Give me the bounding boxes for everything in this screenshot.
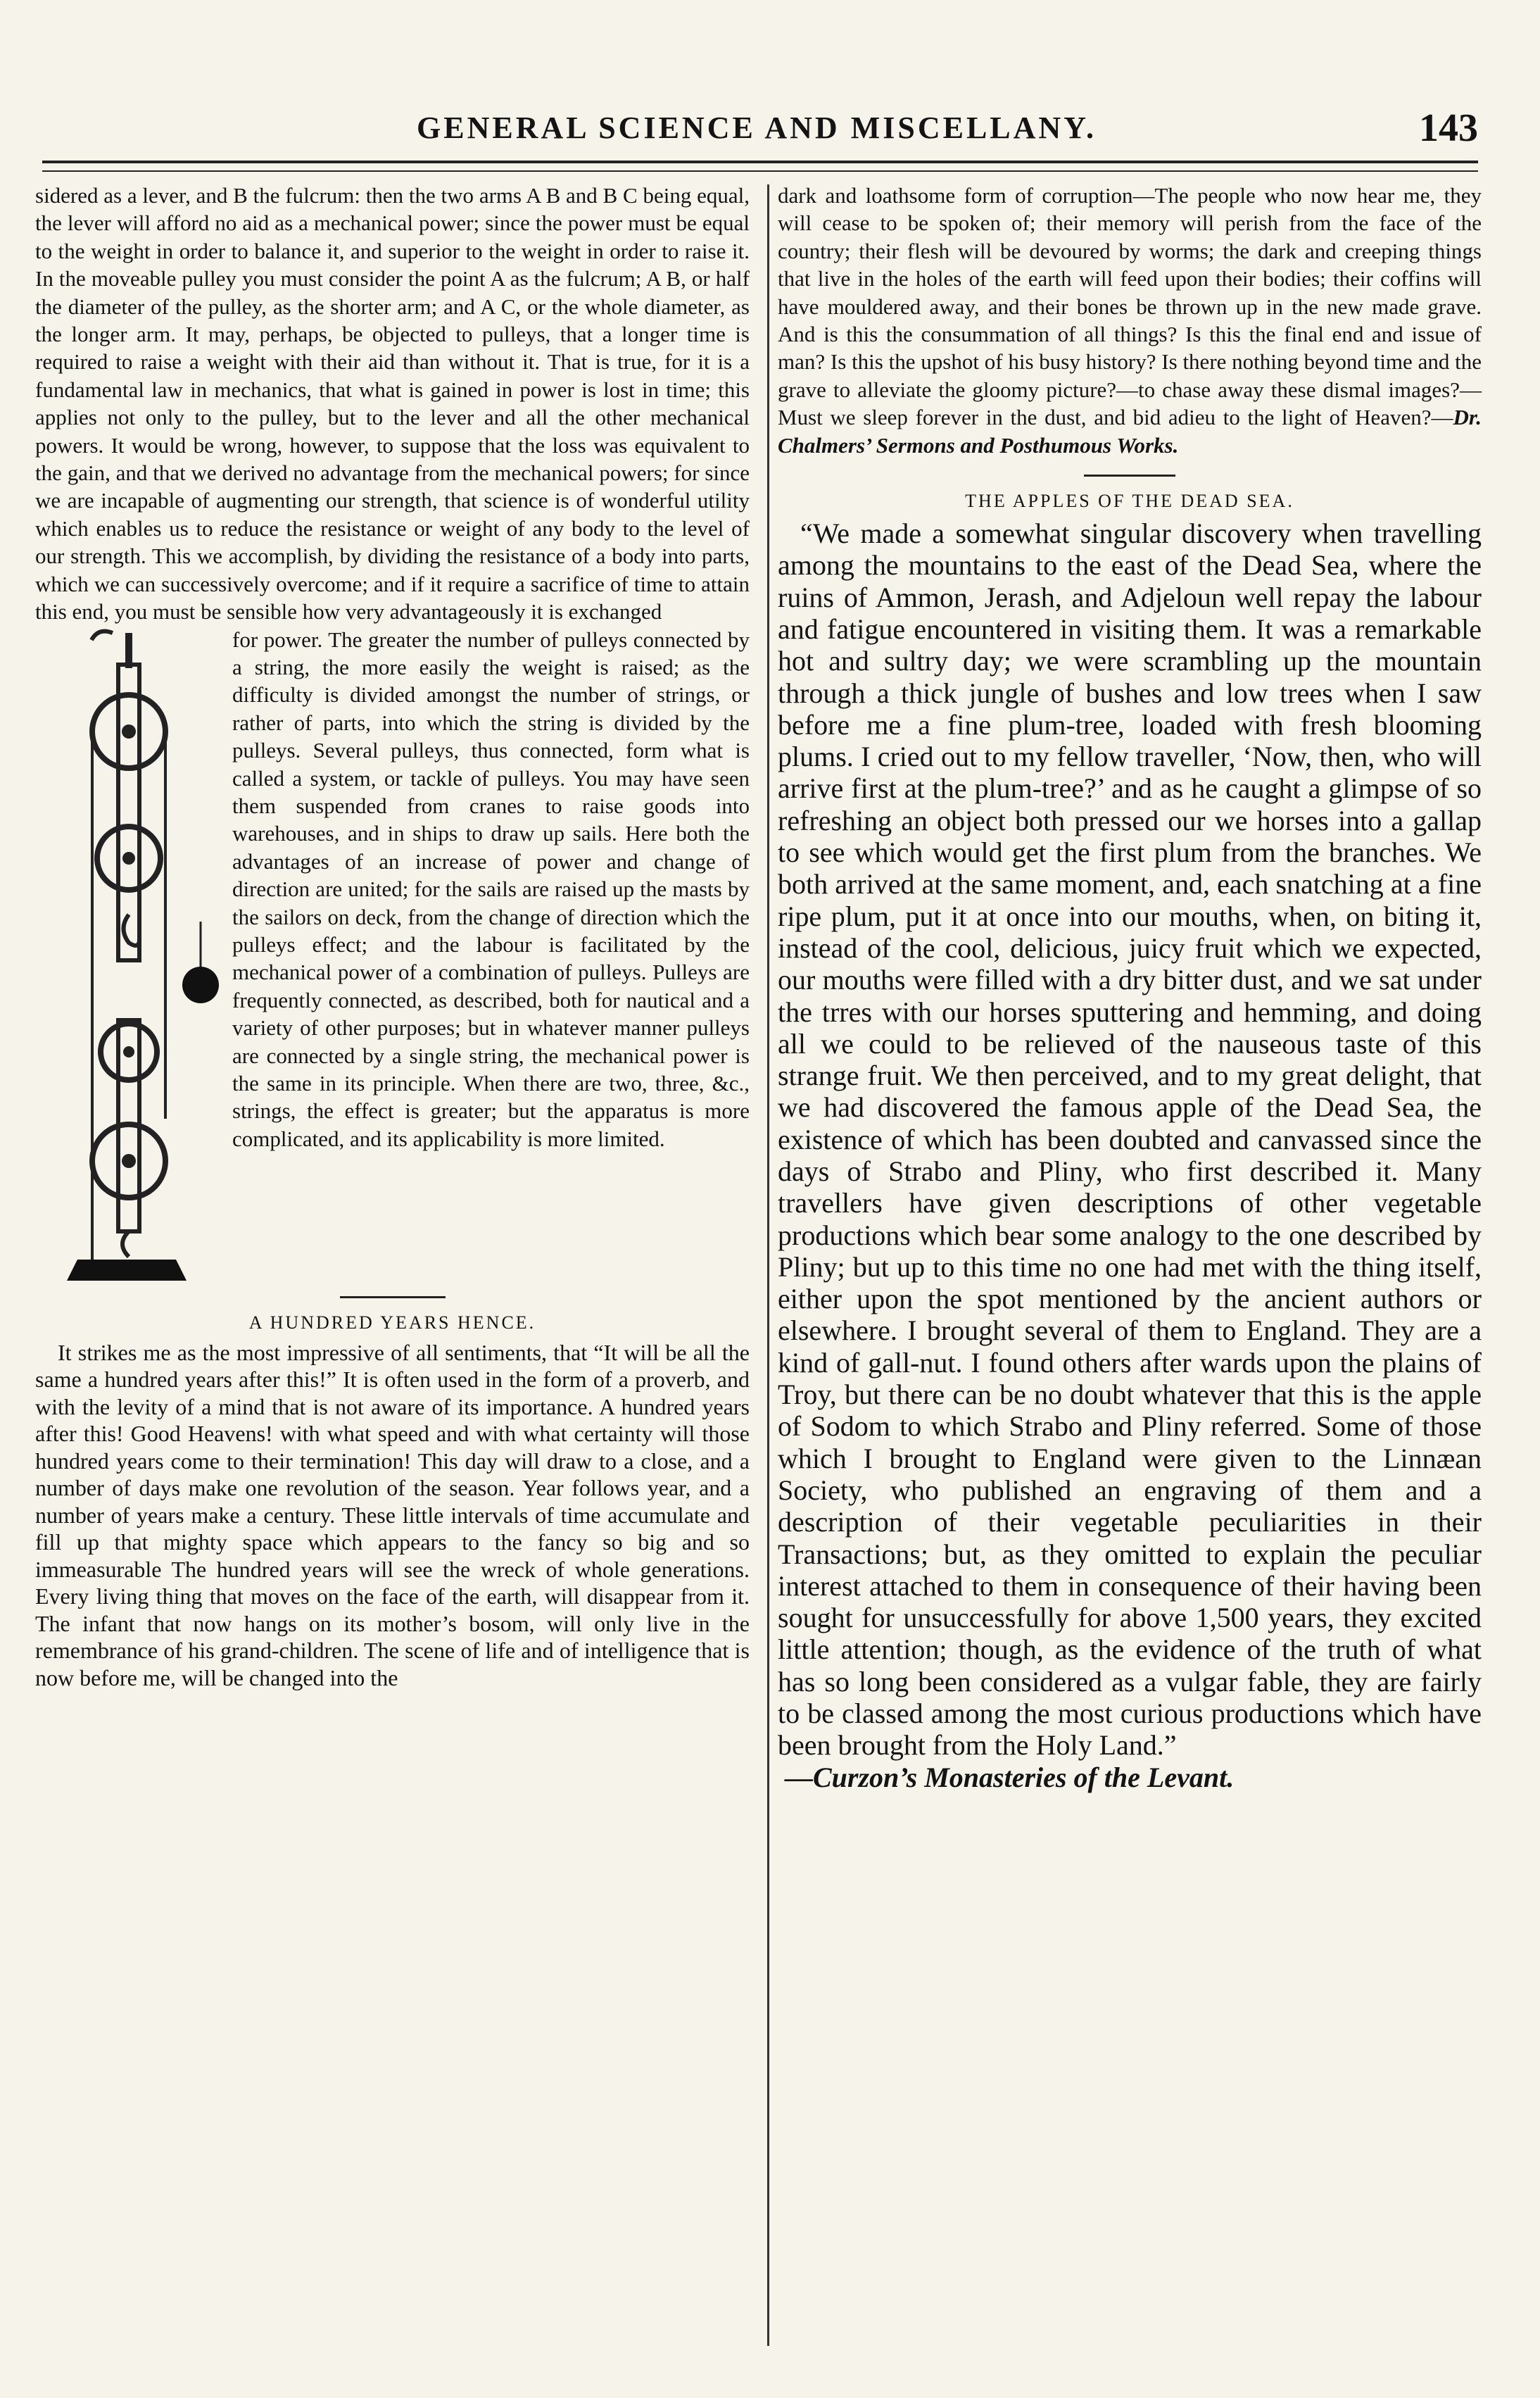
running-title: GENERAL SCIENCE AND MISCELLANY. [417,111,1097,145]
page-header [35,106,1478,155]
pulley-paragraph-beside-figure: for power. The greater the number of pulleys connected by a string, the more easily the weight is raised; as the difficulty is divided amongst the number of strings, or rather of parts, into which the string is divided by the pulleys. Several pulleys, thus connected, form what is called a system, or tackle of pulleys. You may have seen them suspended from cranes to raise goods into warehouses, and in ships to draw up sails. Here both the advantages of an increase of power and change of direction are united; for the sails are raised up the masts by the sailors on deck, from the change of direction which the pulleys effect; and the labour is facilitated by the mechanical power of a combination of pulleys. Pulleys are frequently connected, as described, both for nautical and a variety of other purposes; but in whatever manner pulleys are connected by a single string, the mechanical power is the same in its principle. When there are two, three, &c., strings, the effect is greater; but the apparatus is more complicated, and its applicability is more limited. [232,627,750,1151]
page-number: 143 [1419,106,1478,150]
hundred-years-paragraph: It strikes me as the most impressive of all sentiments, that “It will be all the same a hundred years after this!” It is often used in the form of a proverb, and with the levity of a mind that is not aware of its importance. A hundred years after this! Good Heavens! with what speed and with what certainty will those hundred years come to their termination! This day will draw to a close, and a number of days make one revolution of the season. Year follows year, and a number of years make a century. These little intervals of time accumulate and fill up that mighty space which appears to the fancy so big and so immeasurable The hundred years will see the wreck of whole generations. Every living thing that moves on the face of the earth, will disappear from it. The infant that now hangs on its mother’s bosom, will only live in the remembrance of his grand-children. The scene of life and of intelligence that is now before me, will be changed into the [35,1339,750,1690]
curzon-attribution-text: —Curzon’s Monasteries of the Levant. [785,1761,1235,1793]
column-divider [767,184,769,2346]
chalmers-paragraph [778,182,1482,459]
pulley-diagram [35,626,225,1281]
pulley-paragraph-top: sidered as a lever, and B the fulcrum: then the two arms A B and B C being equal, the lever will afford no aid as a mechanical power; since the power must be equal to the weight in order to balance it, and superior to the weight in order to raise it. In the moveable pulley you must consider the point A as the fulcrum; A B, or half the diameter of the pulley, as the shorter arm; and A C, or the whole diameter, as the longer arm. It may, perhaps, be objected to pulleys, that a longer time is required to raise a weight with their aid than without it. That is true, for it is a fundamental law in mechanics, that what is gained in power is lost in time; this applies not only to the pulley, but to the lever and all the other mechanical powers. It would be wrong, however, to suppose that the loss was equivalent to the gain, and that we derived no advantage from the mechanical powers; for since we are incapable of augmenting our strength, that science is of wonderful utility which enables us to reduce the resistance or weight of any body to the level of our strength. This we accomplish, by dividing the resistance of a body into parts, which we can successively overcome; and if it require a sacrifice of time to attain this end, you must be sensible how very advantageously it is exchanged [35,183,750,624]
chalmers-text: dark and loathsome form of corruption—The people who now hear me, they will cease to be spoken of; their memory will perish from the face of the country; their flesh will be devoured by worms; the dark and creeping things that live in the holes of the earth will feed upon their bodies; their coffins will have mouldered away, and their bones be thrown up in the new made grave. And is this the consummation of all things? Is this the final end and issue of man? Is this the upshot of his busy history? Is there nothing beyond time and the grave to alleviate the gloomy picture?—to chase away these dismal images?—Must we sleep forever in the dust, and bid adieu to the light of Heaven?— [778,183,1482,430]
section-heading-dead-sea: THE APPLES OF THE DEAD SEA. [965,491,1294,512]
dead-sea-paragraph: “We made a somewhat singular discovery when travelling among the mountains to the east of the Dead Sea, where the ruins of Ammon, Jerash, and Adjeloun well repay the labour and fatigue encountered in visiting them. It was a remarkable hot and sultry day; we were scrambling up the mountain through a thick jungle of bushes and low trees when I saw before me a fine plum-tree, loaded with fresh blooming plums. I cried out to my fellow traveller, ‘Now, then, who will arrive first at the plum-tree?’ and as he caught a glimpse of so refreshing an object both pressed our we horses into a gallap to see which would get the first plum from the branches. We both arrived at the same moment, and, each snatching at a fine ripe plum, put it at once into our mouths, when, on biting it, instead of the cool, delicious, juicy fruit which we expected, our mouths were filled with a dry bitter dust, and we sat under the trres with our horses sputtering and hemming, and doing all we could to be relieved of the nauseous taste of this strange fruit. We then perceived, and to my great delight, that we had discovered the famous apple of the Dead Sea, the existence of which has been doubted and canvassed since the days of Strabo and Pliny, who first described it. Many travellers have given descriptions of other vegetable productions which bear some analogy to the one described by Pliny; but up to this time no one had met with the thing itself, either upon the spot mentioned by the ancient authors or elsewhere. I brought several of them to England. They are a kind of gall-nut. I found others after wards upon the plains of Troy, but there can be no doubt whatever that this is the apple of Sodom to which Strabo and Pliny referred. Some of those which I brought to England were given to the Linnæan Society, who published an engraving of them and a description of their vegetable peculiarities in their Transactions; but, as they omitted to explain the peculiar interest attached to them in consequence of their having been sought for unsuccessfully for above 1,500 years, they excited little attention; though, as the evidence of the truth of what has so long been considered as a vulgar fable, they are fairly to be classed among the most curious productions which have been brought from the Holy Land.” [778,517,1482,1762]
section-rule [340,1296,446,1298]
left-column [35,182,750,1691]
right-column [778,182,1482,1793]
pulley-figure-block [35,626,750,1153]
curzon-attribution [778,1762,1482,1793]
pulley-system-illustration [35,626,225,1281]
chalmers-attribution: Dr. Chalmers’ Sermons and Posthumous Works. [778,405,1482,458]
section-heading-hundred-years: A HUNDRED YEARS HENCE. [248,1312,536,1333]
header-rule [42,161,1478,172]
section-rule-right [1084,475,1175,477]
